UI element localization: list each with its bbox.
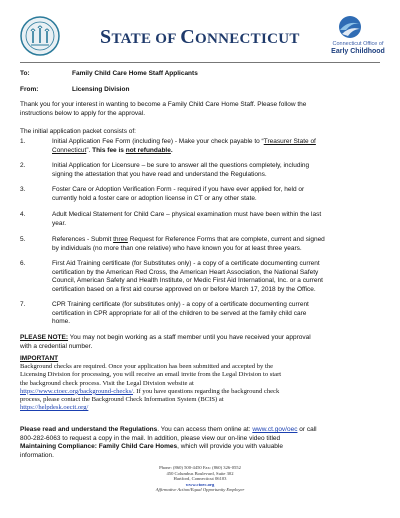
item-number: 4. (20, 211, 26, 218)
list-item-4: Adult Medical Statement for Child Care – physical examination must have been within the last year. (52, 211, 322, 227)
treasurer-link-cont[interactable]: Connecticut (52, 146, 87, 154)
oec-website-link[interactable]: www.ct.gov/oec (252, 426, 298, 433)
item-number: 6. (20, 260, 26, 267)
item-number: 1. (20, 138, 26, 145)
item-number: 2. (20, 162, 26, 169)
to-label: To: (20, 70, 30, 77)
footer-website-link[interactable]: www.ctoec.org (185, 481, 215, 487)
page-title: STATE OF CONNECTICUT (100, 26, 300, 48)
oec-logo-text: Connecticut Office of Early Childhood (331, 41, 385, 55)
list-item-6: First Aid Training certificate (for Substitutes only) - a copy of a certificate documenting current certification by the American Red Cross, the American Heart Association, the National Safety Council, American Safety and Health Institute, or Medic First Aid International, Inc. or a current certification based on a first aid course approved on or before March 17, 2018 by the Office. (52, 260, 323, 293)
list-item-3: Foster Care or Adoption Verification Form - required if you have ever applied for, held or currently hold a foster care or adoption license in CT or any other state. (52, 186, 305, 202)
from-value: Licensing Division (72, 86, 130, 93)
state-seal-icon (20, 16, 60, 56)
footer (0, 465, 400, 493)
header-divider (20, 62, 380, 63)
background-checks-link[interactable]: https://www.ctoec.org/background-checks/ (20, 387, 133, 395)
item-number: 5. (20, 236, 26, 243)
treasurer-link[interactable]: Treasurer State of (263, 138, 316, 145)
footer-eeo: Affirmative Action/Equal Opportunity Employer (155, 487, 245, 493)
from-label: From: (20, 86, 39, 93)
list-item-5: References - Submit three Request for Reference Forms that are complete, current and signed by individuals (no more than one relative) who have known you for at least three years. (52, 236, 325, 252)
important-heading: IMPORTANT (20, 355, 59, 362)
item-number: 7. (20, 301, 26, 308)
oec-logo-icon (336, 14, 362, 40)
item-number: 3. (20, 186, 26, 193)
intro-paragraph: Thank you for your interest in wanting to become a Family Child Care Home Staff. Please follow the instructions below to apply for the approval. (20, 101, 307, 117)
please-note: PLEASE NOTE: You may not begin working as a staff member until you have received your approval with a credential number. (20, 334, 311, 350)
footer-phone: Phone: (860) 500-4450 Fax: (860) 326-0552 (159, 465, 241, 470)
important-section: IMPORTANT Background checks are required. Once your application has been submitted and accepted by the Licensing Division for processing, you will receive an email invite from the Legal Division to start the background check process. Visit the Legal Division website at https://www.ctoec.org/background-checks/. If you have questions regarding the background check process, please contact the Background Check Information System (BCIS) at https://helpdesk.oecit.org/ (20, 355, 385, 412)
bcis-helpdesk-link[interactable]: https://helpdesk.oecit.org/ (20, 404, 89, 412)
list-item-1: Initial Application Fee Form (including fee) - Make your check payable to “Treasurer State of Connecticut”. This fee is not refundable. (52, 138, 316, 154)
packet-heading: The initial application packet consists of: (20, 128, 136, 135)
list-item-2: Initial Application for Licensure – be sure to answer all the questions completely, including signing the attestation that you have read and understand the Regulations. (52, 162, 310, 178)
closing-paragraph: Please read and understand the Regulations. You can access them online at: www.ct.gov/oec or call 800-282-6063 to request a copy in the mail. In addition, please view our on-line video titled Maintaining Compliance: Family Child Care Homes, which will provide you with valuable information. (20, 426, 317, 459)
footer-address-2: Hartford, Connecticut 06103 (173, 476, 227, 482)
footer-address-1: 450 Columbus Boulevard, Suite 302 (166, 470, 234, 476)
to-value: Family Child Care Home Staff Applicants (72, 70, 198, 77)
list-item-7: CPR Training certificate (for substitutes only) - a copy of a certificate documenting current certification in CPR appropriate for all of the children to be served at the family child care home. (52, 301, 309, 325)
